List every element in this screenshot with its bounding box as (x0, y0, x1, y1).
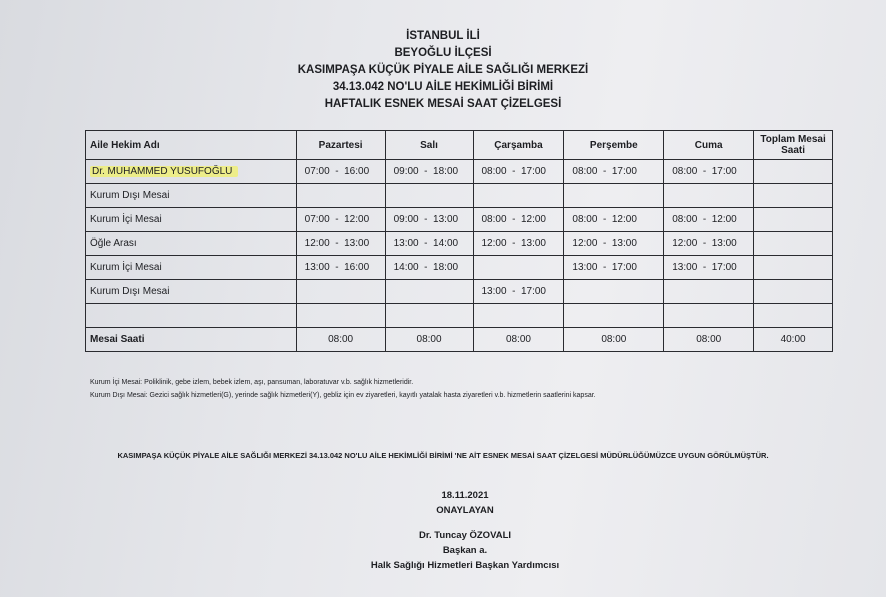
table-cell (564, 304, 664, 328)
table-cell (385, 304, 473, 328)
table-cell (664, 184, 754, 208)
footnote-external: Kurum Dışı Mesai: Gezici sağlık hizmetleri(G), yerinde sağlık hizmetleri(Y), gebliz için ev ziyaretleri, kayıtlı yatalak hasta ziyaretleri v.b. hizmetlerin saatlerini kapsar. (90, 392, 596, 399)
header-title: HAFTALIK ESNEK MESAİ SAAT ÇİZELGESİ (324, 98, 562, 110)
table-header-row (86, 131, 833, 160)
total-cell: 08:00 (296, 328, 385, 352)
table-cell (754, 208, 833, 232)
footnote-internal: Kurum İçi Mesai: Poliklinik, gebe izlem, bebek izlem, aşı, pansuman, laboratuvar v.b. sağlık hizmetleridir. (90, 379, 414, 386)
table-cell: 13:00 - 17:00 (664, 256, 754, 280)
table-row (86, 208, 833, 232)
table-cell: 07:00 - 12:00 (296, 208, 385, 232)
table-cell (754, 232, 833, 256)
table-row (86, 256, 833, 280)
total-cell: 08:00 (564, 328, 664, 352)
table-cell: 08:00 - 17:00 (473, 160, 564, 184)
table-cell: 13:00 - 14:00 (385, 232, 473, 256)
approval-statement: KASIMPAŞA KÜÇÜK PİYALE AİLE SAĞLIĞI MERKEZİ 34.13.042 NO'LU AİLE HEKİMLİĞİ BİRİMİ 'NE AİT ESNEK MESAİ SAAT ÇİZELGESİ MÜDÜRLÜĞÜMÜZCE UYGUN GÖRÜLMÜŞTÜR. (117, 451, 769, 460)
weekly-total-cell: 40:00 (754, 328, 833, 352)
table-cell: 08:00 - 17:00 (664, 160, 754, 184)
table-cell: 13:00 - 17:00 (564, 256, 664, 280)
table-cell: 14:00 - 18:00 (385, 256, 473, 280)
table-cell: 09:00 - 18:00 (385, 160, 473, 184)
table-cell (296, 184, 385, 208)
row-label: Kurum İçi Mesai (86, 256, 297, 280)
table-cell (564, 184, 664, 208)
total-row (86, 328, 833, 352)
col-header-friday: Cuma (664, 131, 754, 160)
table-cell: 08:00 - 12:00 (473, 208, 564, 232)
table-cell (564, 280, 664, 304)
total-cell: 08:00 (385, 328, 473, 352)
table-cell (473, 256, 564, 280)
table-cell (754, 256, 833, 280)
document-header (0, 28, 886, 113)
table-row (86, 184, 833, 208)
table-row (86, 160, 833, 184)
doctor-name-cell (86, 160, 297, 184)
signatory-role: Başkan a. (442, 545, 488, 556)
table-cell: 12:00 - 13:00 (473, 232, 564, 256)
signatory-title: Halk Sağlığı Hizmetleri Başkan Yardımcısı (370, 560, 560, 571)
total-cell: 08:00 (664, 328, 754, 352)
table-row (86, 232, 833, 256)
table-cell (385, 280, 473, 304)
footnotes (90, 376, 596, 402)
table-cell (296, 304, 385, 328)
table-cell (473, 184, 564, 208)
signatory-name: Dr. Tuncay ÖZOVALI (418, 530, 512, 541)
table-cell: 12:00 - 13:00 (564, 232, 664, 256)
row-label: Öğle Arası (86, 232, 297, 256)
approved-by-label: ONAYLAYAN (436, 505, 494, 516)
total-cell: 08:00 (473, 328, 564, 352)
table-cell: 08:00 - 12:00 (664, 208, 754, 232)
col-header-monday: Pazartesi (296, 131, 385, 160)
table-cell (664, 280, 754, 304)
table-cell: 13:00 - 17:00 (473, 280, 564, 304)
table-row (86, 280, 833, 304)
signature-block (270, 488, 660, 573)
header-unit: 34.13.042 NO'LU AİLE HEKİMLİĞİ BİRİMİ (332, 81, 554, 93)
table-cell (385, 184, 473, 208)
row-label: Kurum Dışı Mesai (86, 280, 297, 304)
row-label: Kurum Dışı Mesai (86, 184, 297, 208)
table-cell (754, 184, 833, 208)
row-label (86, 304, 297, 328)
table-cell: 08:00 - 12:00 (564, 208, 664, 232)
row-label: Kurum İçi Mesai (86, 208, 297, 232)
table-cell: 12:00 - 13:00 (296, 232, 385, 256)
table-cell (664, 304, 754, 328)
approval-date: 18.11.2021 (441, 490, 489, 501)
table-cell: 09:00 - 13:00 (385, 208, 473, 232)
col-header-tuesday: Salı (385, 131, 473, 160)
table-row (86, 304, 833, 328)
col-header-doctor: Aile Hekim Adı (86, 131, 297, 160)
col-header-thursday: Perşembe (564, 131, 664, 160)
col-header-wednesday: Çarşamba (473, 131, 564, 160)
doctor-name: Dr. MUHAMMED YUSUFOĞLU (90, 166, 238, 177)
table-cell (754, 280, 833, 304)
schedule-table (85, 130, 833, 352)
total-label: Mesai Saati (86, 328, 297, 352)
table-cell: 07:00 - 16:00 (296, 160, 385, 184)
col-header-total: Toplam Mesai Saati (754, 131, 833, 160)
table-cell (473, 304, 564, 328)
table-cell (296, 280, 385, 304)
table-cell (754, 160, 833, 184)
header-district: BEYOĞLU İLÇESİ (394, 47, 492, 59)
table-cell: 12:00 - 13:00 (664, 232, 754, 256)
header-province: İSTANBUL İLİ (406, 30, 480, 42)
table-cell: 13:00 - 16:00 (296, 256, 385, 280)
table-cell (754, 304, 833, 328)
header-health-center: KASIMPAŞA KÜÇÜK PİYALE AİLE SAĞLIĞI MERKEZİ (297, 64, 589, 76)
table-cell: 08:00 - 17:00 (564, 160, 664, 184)
